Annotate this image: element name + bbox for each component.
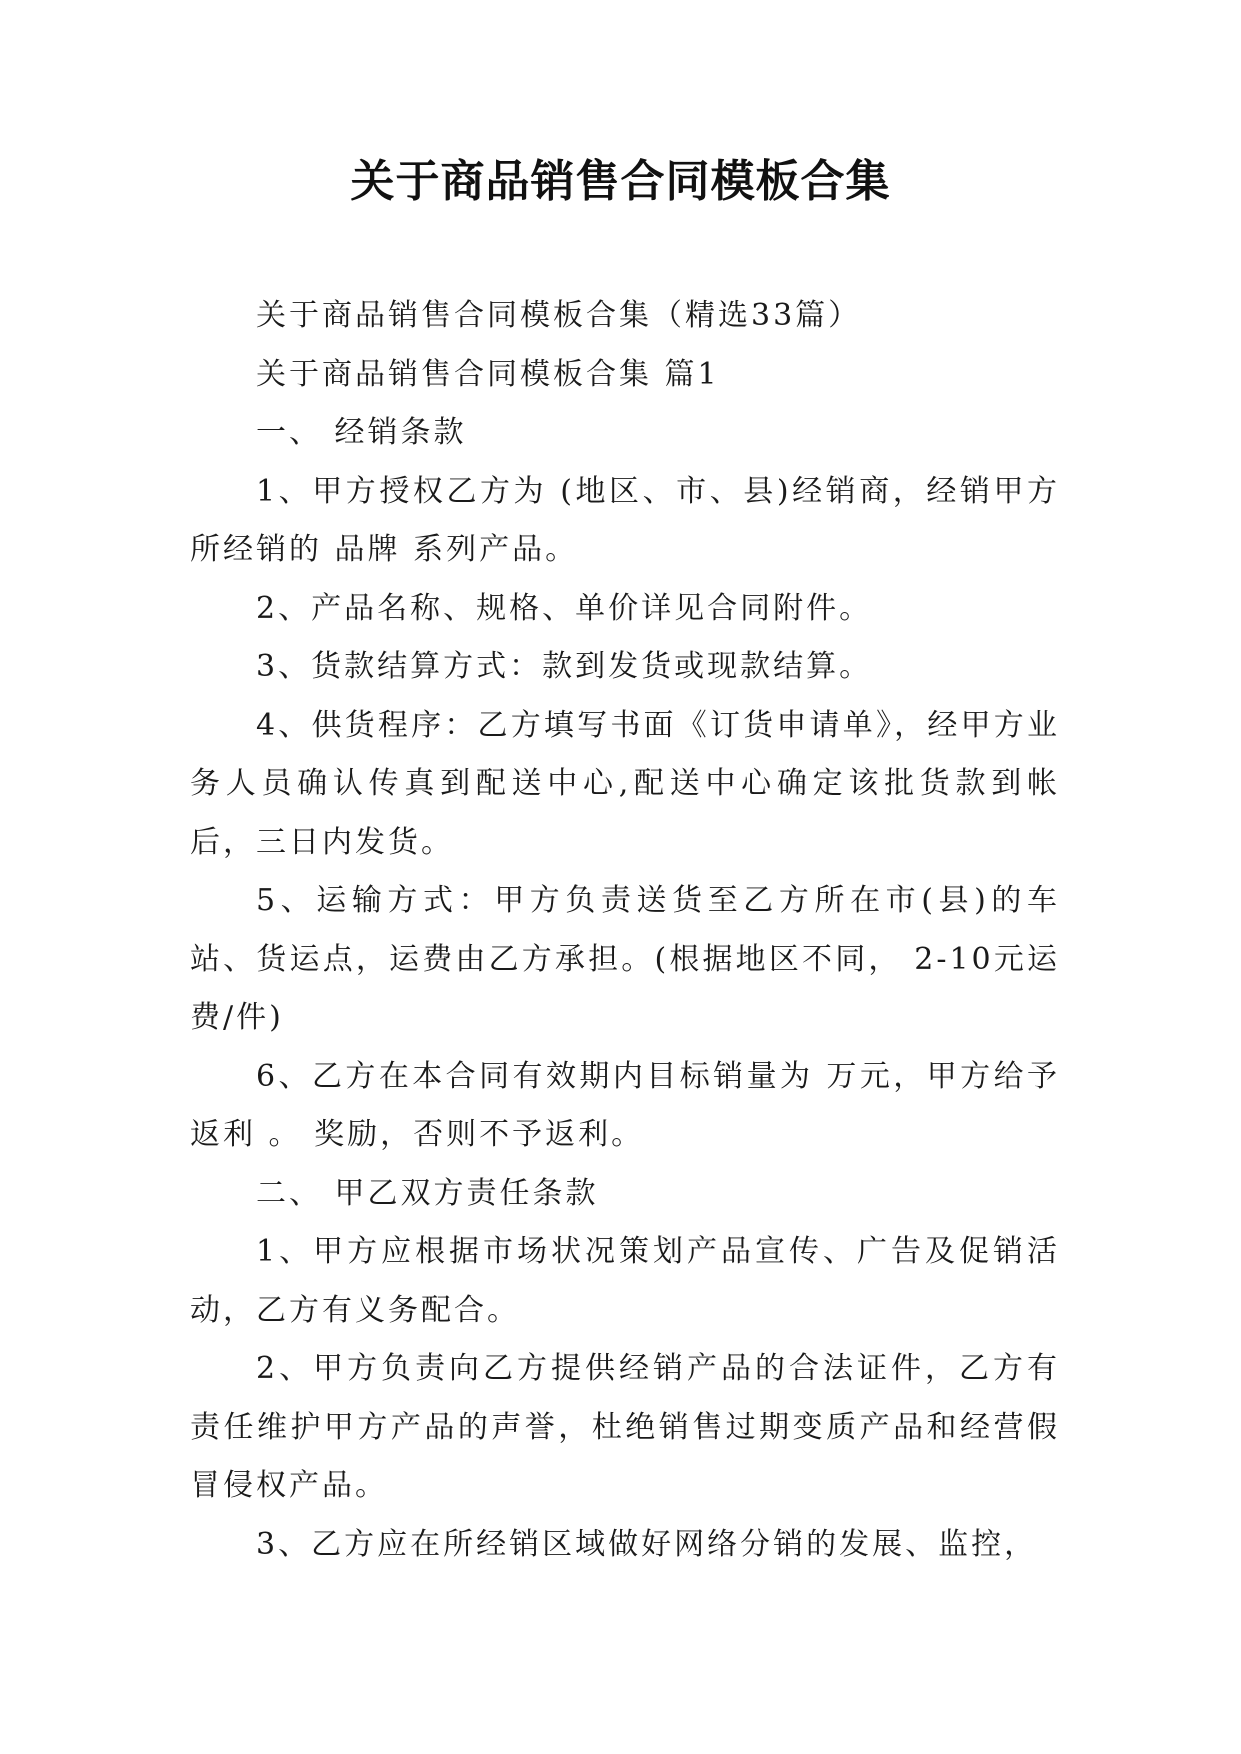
- document-title: 关于商品销售合同模板合集: [350, 156, 891, 207]
- paragraph: 3、货款结算方式：款到发货或现款结算。: [256, 649, 873, 684]
- paragraph: 6、乙方在本合同有效期内目标销量为 万元，甲方给予返利 。 奖励，否则不予返利。: [190, 1058, 1060, 1152]
- paragraph-subtitle: 关于商品销售合同模板合集（精选33篇）: [256, 298, 862, 333]
- paragraph: 2、甲方负责向乙方提供经销产品的合法证件，乙方有责任维护甲方产品的声誉，杜绝销售过期变质产品和经营假冒侵权产品。: [190, 1351, 1060, 1503]
- paragraph: 3、乙方应在所经销区域做好网络分销的发展、监控，: [256, 1526, 1038, 1562]
- paragraph: 4、供货程序：乙方填写书面《订货申请单》，经甲方业务人员确认传真到配送中心,配送中心确定该批货款到帐后，三日内发货。: [190, 707, 1060, 860]
- paragraph-clause-heading-2: 二、 甲乙双方责任条款: [256, 1175, 599, 1211]
- paragraph: 1、甲方授权乙方为 (地区、市、县)经销商，经销甲方所经销的 品牌 系列产品。: [190, 473, 1060, 567]
- paragraph: 2、产品名称、规格、单价详见合同附件。: [256, 590, 873, 626]
- paragraph: 5、运输方式：甲方负责送货至乙方所在市(县)的车站、货运点，运费由乙方承担。(根据地区不同， 2-10元运费/件): [190, 883, 1060, 1035]
- paragraph: 1、甲方应根据市场状况策划产品宣传、广告及促销活动，乙方有义务配合。: [190, 1234, 1060, 1328]
- document-body: [190, 287, 1060, 1574]
- paragraph-clause-heading-1: 一、 经销条款: [256, 415, 467, 450]
- paragraph-section-heading: 关于商品销售合同模板合集 篇1: [256, 356, 720, 392]
